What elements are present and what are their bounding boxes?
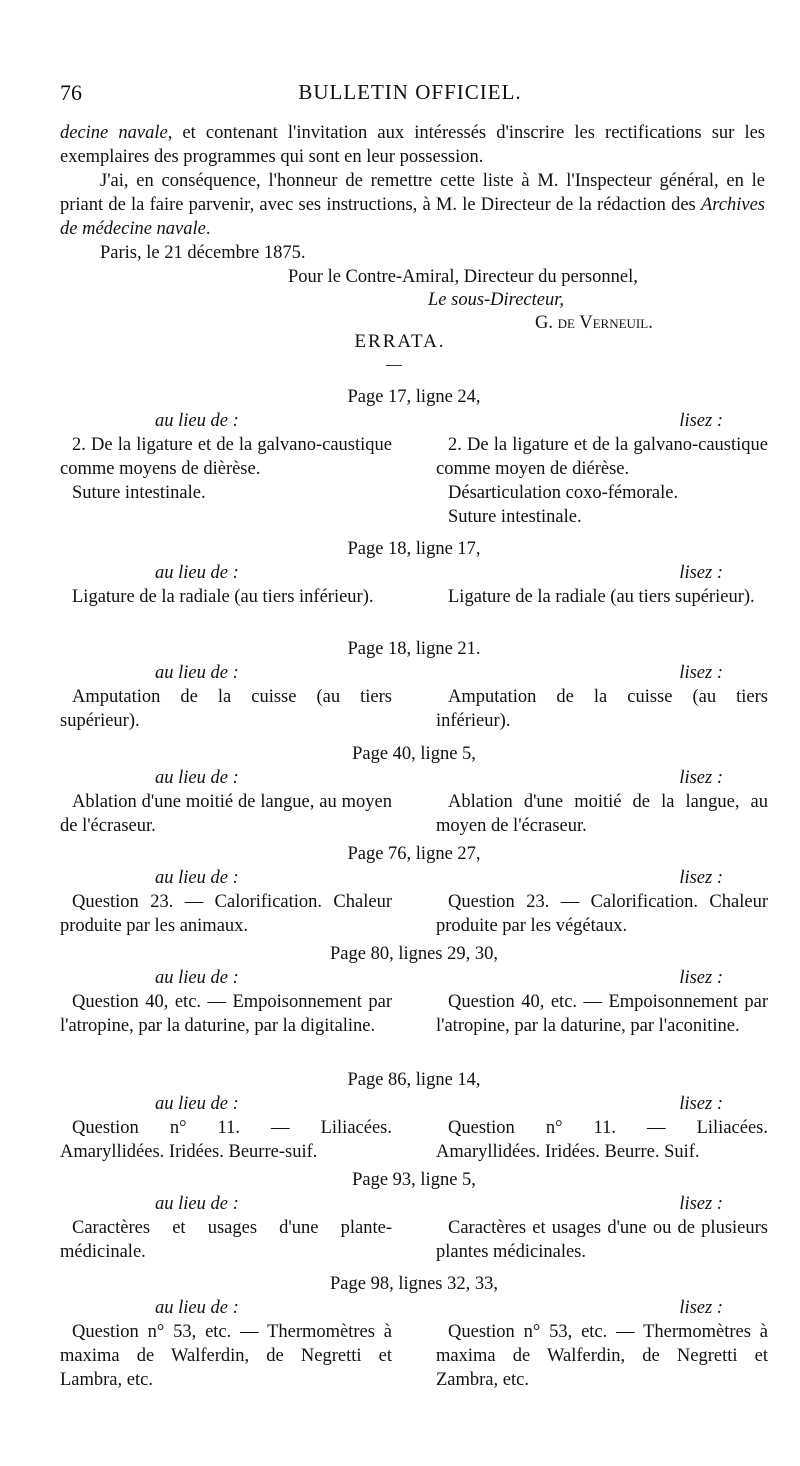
running-title: BULLETIN OFFICIEL. [298, 80, 522, 104]
page-header [60, 80, 760, 110]
page-number: 76 [60, 80, 82, 105]
intro-paragraph-1: decine navale, et contenant l'invitation aux intéressés d'inscrire les rectifications sur les exemplaires des programmes qui sont en leur possession. [60, 123, 765, 167]
errata-entry [60, 1168, 768, 1264]
errata-wrong-text: 2. De la ligature et de la galvano-caustique comme moyens de dièrèse. [60, 435, 392, 479]
errata-wrong-text: Amputation de la cuisse (au tiers supérieur). [60, 687, 392, 731]
errata-reference: Page 18, ligne 17, [347, 539, 481, 559]
au-lieu-de-label: au lieu de : [155, 868, 239, 888]
errata-reference: Page 18, ligne 21. [347, 639, 481, 659]
errata-entry [60, 1068, 768, 1164]
au-lieu-de-label: au lieu de : [155, 563, 239, 583]
errata-entry [60, 385, 768, 529]
errata-wrong-column [60, 966, 392, 1038]
errata-correct-column [436, 561, 768, 609]
errata-correct-text: Ablation d'une moitié de la langue, au moyen de l'écraseur. [436, 792, 768, 836]
errata-correct-text: Désarticulation coxo-fémorale. [448, 483, 679, 503]
errata-reference: Page 76, ligne 27, [347, 844, 481, 864]
errata-wrong-column [60, 866, 392, 938]
errata-wrong-text: Question n° 11. — Liliacées. Amaryllidées. Iridées. Beurre-suif. [60, 1118, 392, 1162]
errata-correct-column [436, 1192, 768, 1264]
signature-line-3: G. de Verneuil. [535, 313, 653, 333]
lisez-label: lisez : [679, 1094, 723, 1114]
errata-correct-text: Question n° 53, etc. — Thermomètres à maxima de Walferdin, de Negretti et Zambra, etc. [436, 1322, 768, 1390]
errata-wrong-text: Question 23. — Calorification. Chaleur produite par les animaux. [60, 892, 392, 936]
lisez-label: lisez : [679, 1298, 723, 1318]
errata-correct-column [436, 1092, 768, 1164]
intro-paragraph-2: J'ai, en conséquence, l'honneur de remettre cette liste à M. l'Inspecteur général, en le priant de la faire parvenir, avec ses instructions, à M. le Directeur de la rédaction des Archives de médecine navale. [60, 171, 765, 239]
errata-wrong-column [60, 409, 392, 529]
divider [386, 365, 402, 366]
signature-line-1: Pour le Contre-Amiral, Directeur du personnel, [288, 267, 638, 287]
au-lieu-de-label: au lieu de : [155, 663, 239, 683]
au-lieu-de-label: au lieu de : [155, 1298, 239, 1318]
lisez-label: lisez : [679, 768, 723, 788]
errata-wrong-column [60, 1092, 392, 1164]
lisez-label: lisez : [679, 663, 723, 683]
errata-wrong-text: Ligature de la radiale (au tiers inférieur). [72, 587, 374, 607]
au-lieu-de-label: au lieu de : [155, 768, 239, 788]
au-lieu-de-label: au lieu de : [155, 411, 239, 431]
errata-title: ERRATA. [354, 331, 446, 352]
au-lieu-de-label: au lieu de : [155, 1094, 239, 1114]
au-lieu-de-label: au lieu de : [155, 1194, 239, 1214]
errata-correct-column [436, 1296, 768, 1392]
errata-correct-text: Question 40, etc. — Empoisonnement par l'atropine, par la daturine, par l'aconitine. [436, 992, 768, 1036]
errata-entry [60, 842, 768, 938]
errata-entry [60, 537, 768, 609]
errata-reference: Page 40, ligne 5, [352, 744, 476, 764]
errata-reference: Page 80, lignes 29, 30, [329, 944, 499, 964]
errata-entry [60, 637, 768, 733]
errata-entry [60, 942, 768, 1038]
errata-wrong-text: Question 40, etc. — Empoisonnement par l'atropine, par la daturine, par la digitaline. [60, 992, 392, 1036]
errata-correct-text: Question n° 11. — Liliacées. Amaryllidées. Iridées. Beurre. Suif. [436, 1118, 768, 1162]
errata-correct-text: Ligature de la radiale (au tiers supérieur). [448, 587, 755, 607]
errata-wrong-column [60, 661, 392, 733]
errata-reference: Page 17, ligne 24, [347, 387, 481, 407]
lisez-label: lisez : [679, 868, 723, 888]
errata-correct-column [436, 661, 768, 733]
intro-text [60, 121, 765, 265]
errata-correct-column [436, 866, 768, 938]
errata-correct-text: 2. De la ligature et de la galvano-caustique comme moyen de diérèse. [436, 435, 768, 479]
errata-reference: Page 93, ligne 5, [352, 1170, 476, 1190]
lisez-label: lisez : [679, 968, 723, 988]
errata-entry [60, 742, 768, 838]
errata-correct-column [436, 966, 768, 1038]
errata-wrong-text: Suture intestinale. [72, 483, 206, 503]
signature-line-2: Le sous-Directeur, [428, 290, 564, 310]
lisez-label: lisez : [679, 563, 723, 583]
errata-wrong-column [60, 766, 392, 838]
errata-wrong-text: Caractères et usages d'une plante-médicinale. [60, 1218, 392, 1262]
errata-wrong-column [60, 1296, 392, 1392]
errata-correct-column [436, 766, 768, 838]
errata-correct-column [436, 409, 768, 529]
errata-correct-text: Caractères et usages d'une ou de plusieurs plantes médicinales. [436, 1218, 768, 1262]
errata-entry [60, 1272, 768, 1392]
errata-correct-text: Question 23. — Calorification. Chaleur produite par les végétaux. [436, 892, 768, 936]
errata-correct-text: Amputation de la cuisse (au tiers inférieur). [436, 687, 768, 731]
errata-correct-text: Suture intestinale. [448, 507, 582, 527]
errata-reference: Page 98, lignes 32, 33, [329, 1274, 499, 1294]
intro-date: Paris, le 21 décembre 1875. [100, 243, 306, 263]
errata-wrong-column [60, 1192, 392, 1264]
errata-wrong-text: Ablation d'une moitié de langue, au moyen de l'écraseur. [60, 792, 392, 836]
au-lieu-de-label: au lieu de : [155, 968, 239, 988]
errata-wrong-text: Question n° 53, etc. — Thermomètres à maxima de Walferdin, de Negretti et Lambra, etc. [60, 1322, 392, 1390]
errata-reference: Page 86, ligne 14, [347, 1070, 481, 1090]
lisez-label: lisez : [679, 1194, 723, 1214]
lisez-label: lisez : [679, 411, 723, 431]
errata-wrong-column [60, 561, 392, 609]
